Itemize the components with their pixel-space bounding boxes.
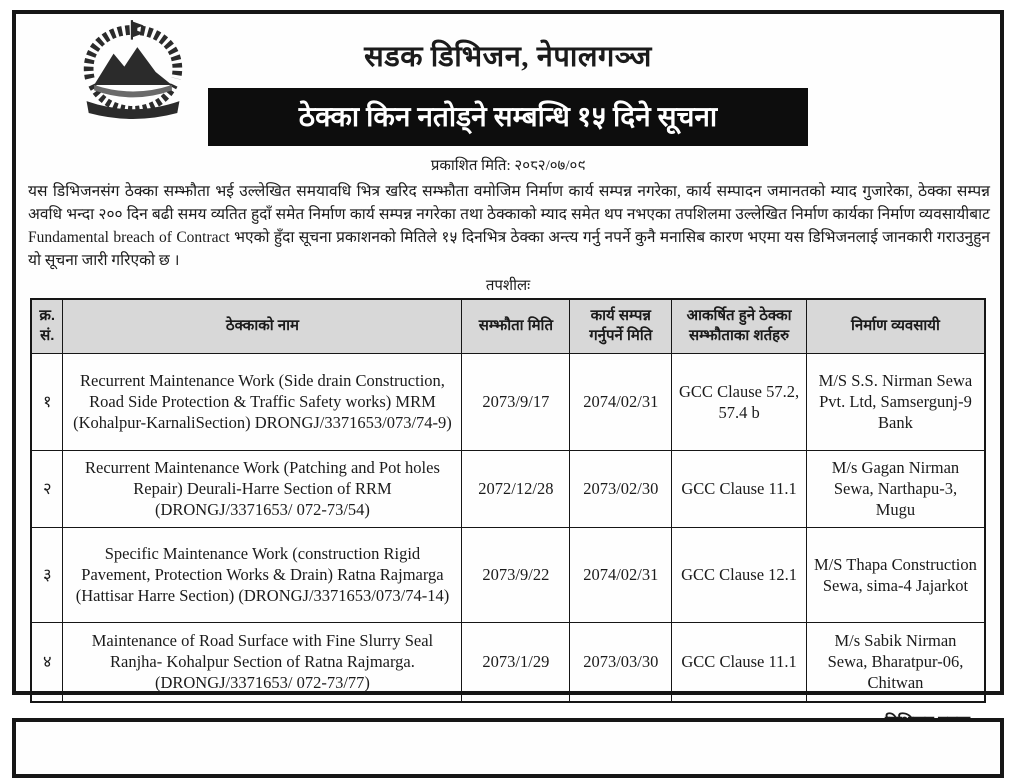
serial-number: ३ <box>31 527 63 622</box>
completion-date: 2074/02/31 <box>570 353 672 450</box>
completion-date: 2073/02/30 <box>570 450 672 527</box>
gcc-clause: GCC Clause 12.1 <box>672 527 807 622</box>
table-row <box>31 527 985 622</box>
agreement-date: 2073/9/17 <box>462 353 570 450</box>
table-header-row <box>31 299 985 353</box>
gcc-clause: GCC Clause 11.1 <box>672 622 807 702</box>
published-date: प्रकाशित मिति: २०८२/०७/०९ <box>430 158 586 174</box>
table-row <box>31 450 985 527</box>
contractor-name: M/s Gagan Nirman Sewa, Narthapu-3, Mugu <box>806 450 985 527</box>
page-title: सडक डिभिजन, नेपालगञ्ज <box>364 41 652 73</box>
table-row <box>31 622 985 702</box>
completion-date: 2074/02/31 <box>570 527 672 622</box>
gcc-clause: GCC Clause 57.2, 57.4 b <box>672 353 807 450</box>
notice-body-text: यस डिभिजनसंग ठेक्का सम्झौता भई उल्लेखित समयावधि भित्र खरिद सम्झौता वमोजिम निर्माण कार्य सम्पन्न नगरेका, कार्य सम्पादन जमानतको म्याद गुजारेका, ठेक्का सम्पन्न अवधि भन्दा २०० दिन बढी समय व्यतित हुदाँ समेत निर्माण कार्य सम्पन्न नगरेका तथा ठेक्काको म्याद समेत थप नभएका तपशिलमा उल्लेखित निर्माण कार्यका निर्माण व्यवसायीबाट Fundamental breach of Contract भएको हुँदा सूचना प्रकाशनको मितिले १५ दिनभित्र ठेक्का अन्त्य गर्नु नपर्ने कुनै मनासिब कारण भएमा यस डिभिजनलाई जानकारी गराउनुहुन यो सूचना जारी गरिएको छ । <box>28 183 990 269</box>
notice-banner: ठेक्का किन नतोड्ने सम्बन्धि १५ दिने सूचना <box>208 88 808 146</box>
col-header-contractor: निर्माण व्यवसायी <box>806 299 985 353</box>
table-row <box>31 353 985 450</box>
nepal-emblem-logo-icon <box>68 18 198 126</box>
contracts-table <box>30 298 986 703</box>
col-header-agreement-date: सम्झौता मिति <box>462 299 570 353</box>
serial-number: १ <box>31 353 63 450</box>
gcc-clause: GCC Clause 11.1 <box>672 450 807 527</box>
contractor-name: M/S Thapa Construction Sewa, sima-4 Jajarkot <box>806 527 985 622</box>
serial-number: ४ <box>31 622 63 702</box>
agreement-date: 2073/1/29 <box>462 622 570 702</box>
details-label: तपशीलः <box>485 278 531 294</box>
contractor-name: M/s Sabik Nirman Sewa, Bharatpur-06, Chitwan <box>806 622 985 702</box>
contract-name: Maintenance of Road Surface with Fine Slurry Seal Ranjha- Kohalpur Section of Ratna Rajmarga. (DRONGJ/3371653/ 072-73/77) <box>63 622 462 702</box>
completion-date: 2073/03/30 <box>570 622 672 702</box>
agreement-date: 2073/9/22 <box>462 527 570 622</box>
col-header-completion-date: कार्य सम्पन्न गर्नुपर्ने मिति <box>570 299 672 353</box>
contract-name: Specific Maintenance Work (construction Rigid Pavement, Protection Works & Drain) Ratna Rajmarga (Hattisar Harre Section) (DRONGJ/3371653/073/74-14) <box>63 527 462 622</box>
serial-number: २ <box>31 450 63 527</box>
col-header-contract-name: ठेक्काको नाम <box>63 299 462 353</box>
col-header-serial: क्र. सं. <box>31 299 63 353</box>
col-header-clause: आकर्षित हुने ठेक्का सम्झौताका शर्तहरु <box>672 299 807 353</box>
contractor-name: M/S S.S. Nirman Sewa Pvt. Ltd, Samsergunj-9 Bank <box>806 353 985 450</box>
agreement-date: 2072/12/28 <box>462 450 570 527</box>
contract-name: Recurrent Maintenance Work (Side drain Construction, Road Side Protection & Traffic Safety works) MRM (Kohalpur-KarnaliSection) DRONGJ/3371653/073/74-9) <box>63 353 462 450</box>
notice-document <box>12 10 1004 695</box>
contract-name: Recurrent Maintenance Work (Patching and Pot holes Repair) Deurali-Harre Section of RRM (DRONGJ/3371653/ 072-73/54) <box>63 450 462 527</box>
next-notice-box-partial <box>12 718 1004 778</box>
